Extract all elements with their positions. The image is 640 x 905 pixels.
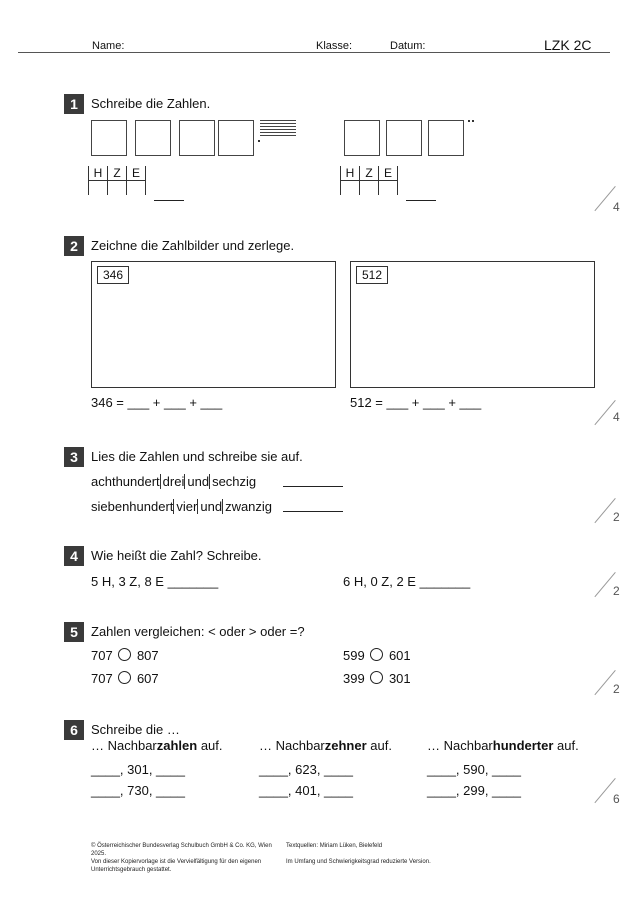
hundred-square [91,120,127,156]
number-label: 346 [97,266,129,284]
number-b: 301 [388,671,411,686]
word-part: zwanzig [222,499,272,514]
comparison-circle[interactable] [118,671,131,684]
number-b: 601 [388,648,411,663]
heading-text: … Nachbar [259,738,325,753]
unit-dot [258,140,260,142]
number-word-row [91,499,272,514]
header-divider [18,52,610,53]
hundred-square [386,120,422,156]
task-number: 1 [64,94,84,114]
score-value: 4 [613,410,620,424]
word-part: achthundert [91,474,160,489]
task-number: 2 [64,236,84,256]
z-cell[interactable] [108,181,127,196]
heading-text: auf. [553,738,579,753]
answer-line[interactable] [154,200,184,201]
footer-spacer [286,850,546,858]
e-header: E [127,166,146,181]
score-value: 4 [613,200,620,214]
name-label: Name: [92,40,125,52]
footer-line: Im Umfang und Schwierigkeitsgrad reduzierte Version. [286,859,431,865]
comparison-circle[interactable] [118,648,131,661]
e-cell[interactable] [127,181,146,196]
h-header: H [341,166,360,181]
h-cell[interactable] [89,181,108,196]
task-number: 5 [64,622,84,642]
number-a: 707 [91,671,113,686]
footer-line: Unterrichtsgebrauch gestattet. [91,867,172,873]
comparison [91,671,159,686]
number-a: 399 [343,671,365,686]
number-word-row [91,474,256,489]
footer-line: © Österreichischer Bundesverlag Schulbuch GmbH & Co. KG, Wien 2025. [91,843,272,857]
h-cell[interactable] [341,181,360,196]
answer-line[interactable] [283,511,343,512]
hundred-square [218,120,254,156]
neighbor-heading [259,738,392,753]
comparison [91,648,159,663]
footer-sources [286,842,546,866]
e-cell[interactable] [379,181,398,196]
z-cell[interactable] [360,181,379,196]
decomposition-equation: 512 = ___ + ___ + ___ [350,395,482,410]
number-a: 599 [343,648,365,663]
unit-dot [472,120,474,122]
neighbor-exercise[interactable]: ____, 623, ____ [259,762,353,777]
task-number: 6 [64,720,84,740]
hundred-square [428,120,464,156]
comparison [343,648,411,663]
answer-line[interactable] [406,200,436,201]
heading-bold: zahlen [156,738,198,753]
footer-copyright [91,842,281,874]
heading-text: … Nachbar [427,738,493,753]
answer-line[interactable] [283,486,343,487]
score-value: 2 [613,510,620,524]
heading-text: … Nachbar [91,738,157,753]
date-label: Datum: [390,40,426,52]
word-part: und [184,474,209,489]
word-part: drei [160,474,185,489]
score-value: 6 [613,792,620,806]
neighbor-exercise[interactable]: ____, 299, ____ [427,783,521,798]
word-part: und [197,499,222,514]
h-header: H [89,166,108,181]
comparison-circle[interactable] [370,671,383,684]
z-header: Z [360,166,379,181]
neighbor-heading [91,738,223,753]
neighbor-exercise[interactable]: ____, 401, ____ [259,783,353,798]
place-value-table [340,166,398,195]
hundred-square [135,120,171,156]
task-instruction: Zeichne die Zahlbilder und zerlege. [91,238,295,253]
neighbor-heading [427,738,579,753]
neighbor-exercise[interactable]: ____, 730, ____ [91,783,185,798]
worksheet-code: LZK 2C [544,37,592,53]
number-label: 512 [356,266,388,284]
unit-dot [468,120,470,122]
heading-text: auf. [366,738,392,753]
comparison-circle[interactable] [370,648,383,661]
word-part: sechzig [209,474,256,489]
word-part: siebenhundert [91,499,174,514]
number-b: 807 [136,648,159,663]
score-value: 2 [613,682,620,696]
e-header: E [379,166,398,181]
task-number: 4 [64,546,84,566]
neighbor-exercise[interactable]: ____, 301, ____ [91,762,185,777]
place-value-prompt: 6 H, 0 Z, 2 E _______ [343,574,471,589]
footer-line: Textquellen: Miriam Lüken, Bielefeld [286,843,383,849]
comparison [343,671,411,686]
task-instruction: Zahlen vergleichen: < oder > oder =? [91,624,305,639]
place-value-prompt: 5 H, 3 Z, 8 E _______ [91,574,219,589]
number-b: 607 [136,671,159,686]
class-label: Klasse: [316,40,353,52]
task-instruction: Schreibe die Zahlen. [91,96,211,111]
task-number: 3 [64,447,84,467]
heading-bold: zehner [324,738,367,753]
decomposition-equation: 346 = ___ + ___ + ___ [91,395,223,410]
task-instruction: Lies die Zahlen und schreibe sie auf. [91,449,303,464]
hundred-square [344,120,380,156]
task-instruction: Schreibe die … [91,722,180,737]
number-a: 707 [91,648,113,663]
place-value-table [88,166,146,195]
heading-text: auf. [197,738,223,753]
footer-line: Von dieser Kopiervorlage ist die Vervielfältigung für den eigenen [91,859,262,865]
task-instruction: Wie heißt die Zahl? Schreibe. [91,548,262,563]
neighbor-exercise[interactable]: ____, 590, ____ [427,762,521,777]
score-value: 2 [613,584,620,598]
word-part: vier [173,499,197,514]
z-header: Z [108,166,127,181]
heading-bold: hunderter [492,738,554,753]
hundred-square [179,120,215,156]
ten-rods [260,120,296,136]
